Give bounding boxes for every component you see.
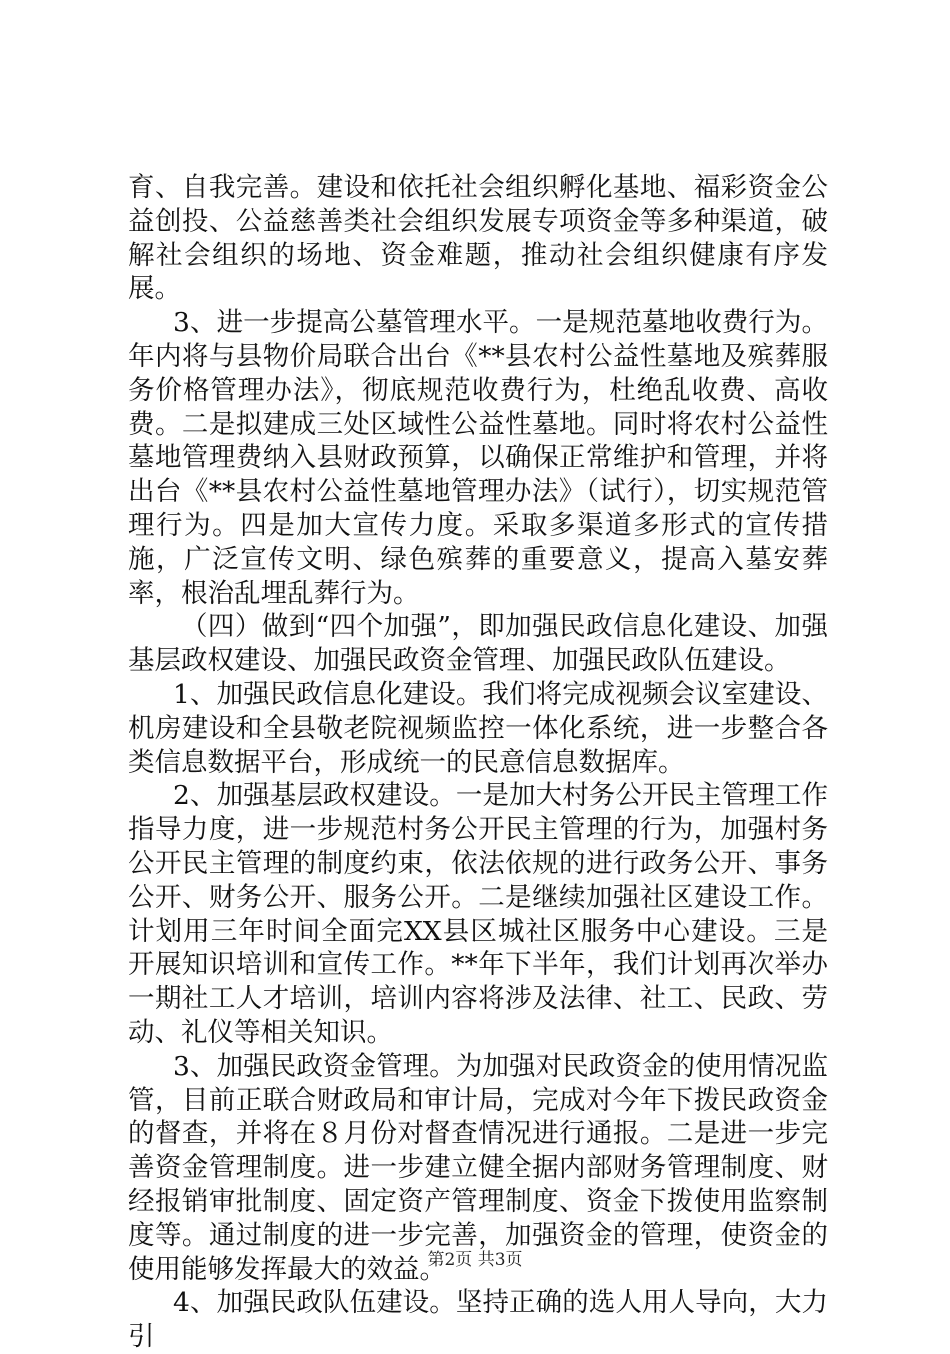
document-body — [128, 171, 828, 1354]
paragraph-four-strengthenings: （四）做到“四个加强”，即加强民政信息化建设、加强基层政权建设、加强民政资金管理、加强民政队伍建设。 — [128, 611, 828, 677]
page-number-footer: 第2页 共3页 — [427, 1250, 523, 1270]
paragraph-grassroots-governance: 2、加强基层政权建设。一是加大村务公开民主管理工作指导力度，进一步规范村务公开民主管理的行为，加强村务公开民主管理的制度约束，依法依规的进行政务公开、事务公开、财务公开、服务公开。二是继续加强社区建设工作。计划用三年时间全面完XX县区城社区服务中心建设。三是开展知识培训和宣传工作。**年下半年，我们计划再次举办一期社工人才培训，培训内容将涉及法律、社工、民政、劳动、礼仪等相关知识。 — [128, 780, 828, 1048]
paragraph-cemetery-management: 3、进一步提高公墓管理水平。一是规范墓地收费行为。年内将与县物价局联合出台《**县农村公益性墓地及殡葬服务价格管理办法》，彻底规范收费行为，杜绝乱收费、高收费。二是拟建成三处区域性公益性墓地。同时将农村公益性墓地管理费纳入县财政预算，以确保正常维护和管理，并将出台《**县农村公益性墓地管理办法》（试行），切实规范管理行为。四是加大宣传力度。采取多渠道多形式的宣传措施，广泛宣传文明、绿色殡葬的重要意义，提高入墓安葬率，根治乱埋乱葬行为。 — [128, 307, 828, 609]
paragraph-fund-management: 3、加强民政资金管理。为加强对民政资金的使用情况监管，目前正联合财政局和审计局，完成对今年下拨民政资金的督查，并将在８月份对督查情况进行通报。二是进一步完善资金管理制度。进一步建立健全据内部财务管理制度、财经报销审批制度、固定资产管理制度、资金下拨使用监察制度等。通过制度的进一步完善，加强资金的管理，使资金的使用能够发挥最大的效益。 — [128, 1050, 828, 1285]
paragraph-informatization: 1、加强民政信息化建设。我们将完成视频会议室建设、机房建设和全县敬老院视频监控一体化系统，进一步整合各类信息数据平台，形成统一的民意信息数据库。 — [128, 678, 828, 778]
paragraph-continuation: 育、自我完善。建设和依托社会组织孵化基地、福彩资金公益创投、公益慈善类社会组织发展专项资金等多种渠道，破解社会组织的场地、资金难题，推动社会组织健康有序发展。 — [128, 172, 828, 305]
paragraph-team-building: 4、加强民政队伍建设。坚持正确的选人用人导向，大力引 — [128, 1287, 828, 1353]
